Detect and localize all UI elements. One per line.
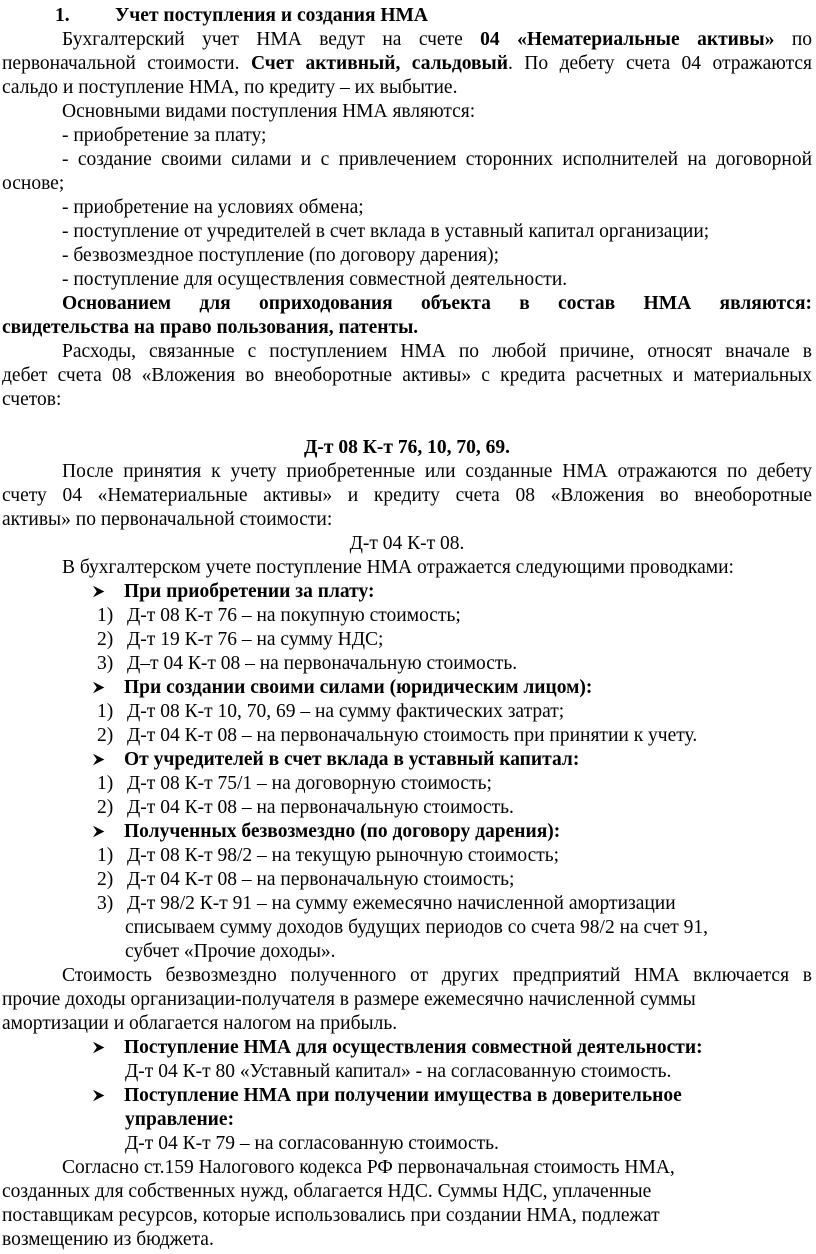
numbered-list-item xyxy=(2,892,812,916)
entry-text: Д-т 19 К-т 76 – на сумму НДС; xyxy=(127,629,384,650)
paragraph-line: активы» по первоначальной стоимости: xyxy=(2,509,333,530)
paragraph-line: первоначальной стоимости. Счет активный, сальдовый. По дебету счета 04 отражаются xyxy=(2,53,812,74)
list-number: 1) xyxy=(97,845,114,866)
section-title: Учет поступления и создания НМА xyxy=(115,5,429,26)
paragraph-line: прочие доходы организации-получателя в размере ежемесячно начисленной суммы xyxy=(2,989,696,1010)
dash-list-item: - приобретение на условиях обмена; xyxy=(62,197,364,218)
numbered-item-continuation: субчет «Прочие доходы». xyxy=(125,941,336,962)
list-number: 2) xyxy=(97,629,114,650)
paragraph-line: счету 04 «Нематериальные активы» и кредиту счета 08 «Вложения во внеоборотные xyxy=(2,485,812,506)
bullet-heading: Полученных безвозмездно (по договору дарения): xyxy=(124,821,561,842)
list-number: 1) xyxy=(97,773,114,794)
paragraph-line: сальдо и поступление НМА, по кредиту – их выбытие. xyxy=(2,77,458,98)
entry-text: Д-т 08 К-т 98/2 – на текущую рыночную стоимость; xyxy=(127,845,560,866)
bullet-list-item xyxy=(2,676,812,700)
entry-text: Д-т 08 К-т 76 – на покупную стоимость; xyxy=(127,605,461,626)
arrowhead-bullet-icon xyxy=(92,748,124,772)
arrowhead-bullet-icon xyxy=(92,820,124,844)
list-number: 1) xyxy=(97,701,114,722)
bullet-list-item xyxy=(2,820,812,844)
dash-list-item: - безвозмездное поступление (по договору дарения); xyxy=(62,245,500,266)
numbered-list-item xyxy=(2,604,812,628)
bullet-item-entry: Д-т 04 К-т 79 – на согласованную стоимость. xyxy=(125,1133,499,1154)
dash-list-item: - поступление от учредителей в счет вклада в уставный капитал организации; xyxy=(62,221,710,242)
paragraph-line: дебет счета 08 «Вложения во внеоборотные активы» с кредита расчетных и материальных xyxy=(2,365,812,386)
bullet-list-item xyxy=(2,1036,812,1060)
arrowhead-bullet-icon xyxy=(92,580,124,604)
entry-text: Д-т 04 К-т 08 – на первоначальную стоимость при принятии к учету. xyxy=(127,725,698,746)
list-number: 1) xyxy=(97,605,114,626)
bullet-list-item xyxy=(2,580,812,604)
paragraph-line: В бухгалтерском учете поступление НМА отражается следующими проводками: xyxy=(62,557,734,578)
numbered-list-item xyxy=(2,628,812,652)
section-number: 1. xyxy=(55,5,70,26)
numbered-list-item xyxy=(2,724,812,748)
bullet-heading: При создании своими силами (юридическим лицом): xyxy=(124,677,593,698)
dash-list-item: - приобретение за плату; xyxy=(62,125,267,146)
list-number: 2) xyxy=(97,797,114,818)
bullet-item-entry: Д-т 04 К-т 80 «Уставный капитал» - на согласованную стоимость. xyxy=(125,1061,672,1082)
entry-text: Д-т 04 К-т 08 – на первоначальную стоимость. xyxy=(127,797,514,818)
entry-text: Д-т 98/2 К-т 91 – на сумму ежемесячно начисленной амортизации xyxy=(127,893,676,914)
bullet-heading: От учредителей в счет вклада в уставный капитал: xyxy=(124,749,580,770)
list-number: 2) xyxy=(97,725,114,746)
entry-text: Д-т 04 К-т 08 – на первоначальную стоимость; xyxy=(127,869,515,890)
dash-list-item: - создание своими силами и с привлечением сторонних исполнителей на договорной xyxy=(62,149,812,170)
numbered-list-item xyxy=(2,772,812,796)
numbered-list-item xyxy=(2,868,812,892)
paragraph-line: созданных для собственных нужд, облагается НДС. Суммы НДС, уплаченные xyxy=(2,1181,652,1202)
list-number: 3) xyxy=(97,653,114,674)
arrowhead-bullet-icon xyxy=(92,1084,124,1108)
bullet-heading: Поступление НМА для осуществления совместной деятельности: xyxy=(124,1037,703,1058)
numbered-list-item xyxy=(2,652,812,676)
paragraph-line: Расходы, связанные с поступлением НМА по любой причине, относят вначале в xyxy=(62,341,812,362)
numbered-list-item xyxy=(2,844,812,868)
numbered-list-item xyxy=(2,700,812,724)
paragraph-line: Бухгалтерский учет НМА ведут на счете 04 «Нематериальные активы» по xyxy=(62,29,813,50)
section-heading xyxy=(2,4,812,28)
bullet-heading: Поступление НМА при получении имущества в доверительное xyxy=(124,1085,682,1106)
emphasis-line: свидетельства на право пользования, патенты. xyxy=(2,317,419,338)
list-number: 2) xyxy=(97,869,114,890)
dash-list-item: - поступление для осуществления совместной деятельности. xyxy=(62,269,568,290)
dash-list-item-continuation: основе; xyxy=(2,173,65,194)
bullet-heading-continuation: управление: xyxy=(125,1109,235,1130)
accounting-entry: Д-т 08 К-т 76, 10, 70, 69. xyxy=(304,437,510,458)
paragraph-line: амортизации и облагается налогом на прибыль. xyxy=(2,1013,398,1034)
paragraph-line: поставщикам ресурсов, которые использовались при создании НМА, подлежат xyxy=(2,1205,660,1226)
numbered-item-continuation: списываем сумму доходов будущих периодов со счета 98/2 на счет 91, xyxy=(125,917,709,938)
accounting-entry: Д-т 04 К-т 08. xyxy=(349,533,465,554)
bullet-heading: При приобретении за плату: xyxy=(124,581,375,602)
arrowhead-bullet-icon xyxy=(92,1036,124,1060)
entry-text: Д-т 08 К-т 10, 70, 69 – на сумму фактических затрат; xyxy=(127,701,565,722)
emphasis-line: Основанием для оприходования объекта в состав НМА являются: xyxy=(62,293,812,314)
paragraph-line: После принятия к учету приобретенные или созданные НМА отражаются по дебету xyxy=(62,461,812,482)
paragraph-line: Стоимость безвозмездно полученного от других предприятий НМА включается в xyxy=(62,965,812,986)
entry-text: Д-т 08 К-т 75/1 – на договорную стоимость; xyxy=(127,773,492,794)
blank-line xyxy=(2,412,812,436)
list-number: 3) xyxy=(97,893,114,914)
bullet-list-item xyxy=(2,1084,812,1108)
paragraph-line: счетов: xyxy=(2,389,62,410)
paragraph-line: Основными видами поступления НМА являются: xyxy=(62,101,476,122)
bullet-list-item xyxy=(2,748,812,772)
arrowhead-bullet-icon xyxy=(92,676,124,700)
numbered-list-item xyxy=(2,796,812,820)
entry-text: Д–т 04 К-т 08 – на первоначальную стоимость. xyxy=(127,653,518,674)
paragraph-line: возмещению из бюджета. xyxy=(2,1229,214,1250)
paragraph-line: Согласно ст.159 Налогового кодекса РФ первоначальная стоимость НМА, xyxy=(62,1157,675,1178)
